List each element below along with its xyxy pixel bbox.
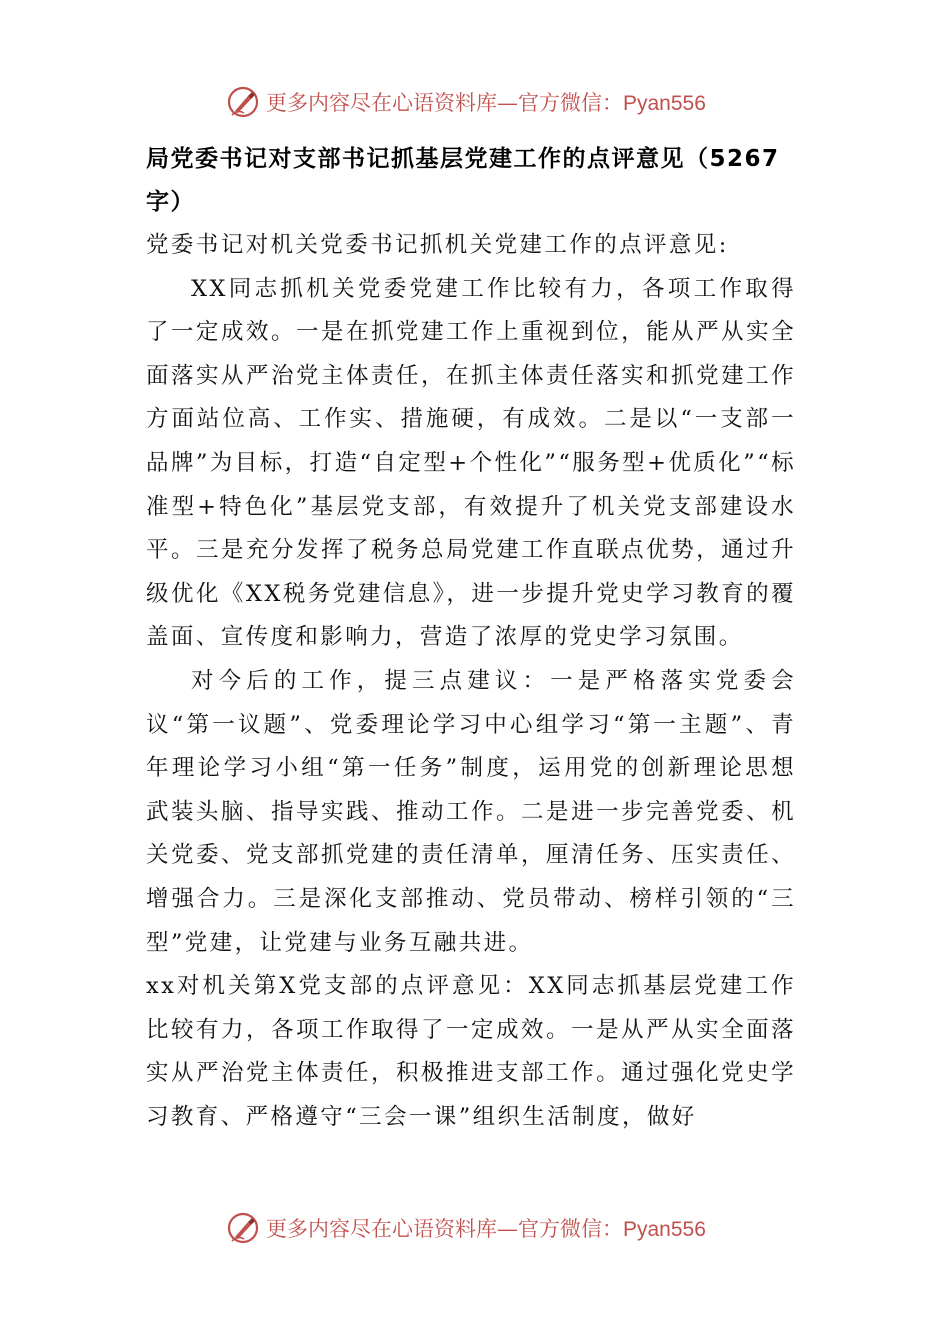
paragraph-2: 对今后的工作，提三点建议：一是严格落实党委会议“第一议题”、党委理论学习中心组学习“第一主题”、青年理论学习小组“第一任务”制度，运用党的创新理论思想武装头脑、指导实践、推动工作。二是进一步完善党委、机关党委、党支部抓党建的责任清单，厘清任务、压实责任、增强合力。三是深化支部推动、党员带动、榜样引领的“三型”党建，让党建与业务互融共进。 <box>146 667 796 956</box>
pen-circle-logo-icon <box>226 1211 260 1245</box>
banner-text <box>266 1213 706 1243</box>
watermark-banner-bottom <box>226 1210 746 1246</box>
banner-wechat-id: Pyan556 <box>623 92 706 115</box>
banner-text-cn: 更多内容尽在心语资料库—官方微信： <box>266 1217 623 1241</box>
banner-wechat-id: Pyan556 <box>623 1218 706 1241</box>
pen-circle-logo-icon <box>226 85 260 119</box>
section-heading: 党委书记对机关党委书记抓机关党建工作的点评意见: <box>146 232 729 258</box>
paragraph-1: XX同志抓机关党委党建工作比较有力，各项工作取得了一定成效。一是在抓党建工作上重视到位，能从严从实全面落实从严治党主体责任，在抓主体责任落实和抓党建工作方面站位高、工作实、措施硬，有成效。二是以“一支部一品牌”为目标，打造“自定型+个性化”“服务型+优质化”“标准型+特色化”基层党支部，有效提升了机关党支部建设水平。三是充分发挥了税务总局党建工作直联点优势，通过升级优化《XX税务党建信息》，进一步提升党史学习教育的覆盖面、宣传度和影响力，营造了浓厚的党史学习氛围。 <box>146 275 796 651</box>
banner-text <box>266 87 706 117</box>
paragraph-3: xx对机关第X党支部的点评意见：XX同志抓基层党建工作比较有力，各项工作取得了一定成效。一是从严从实全面落实从严治党主体责任，积极推进支部工作。通过强化党史学习教育、严格遵守“三会一课”组织生活制度，做好 <box>146 973 796 1130</box>
watermark-banner-top <box>226 84 746 120</box>
banner-text-cn: 更多内容尽在心语资料库—官方微信： <box>266 91 623 115</box>
document-title: 局党委书记对支部书记抓基层党建工作的点评意见（5267字） <box>146 146 780 215</box>
document-body <box>146 138 796 1139</box>
